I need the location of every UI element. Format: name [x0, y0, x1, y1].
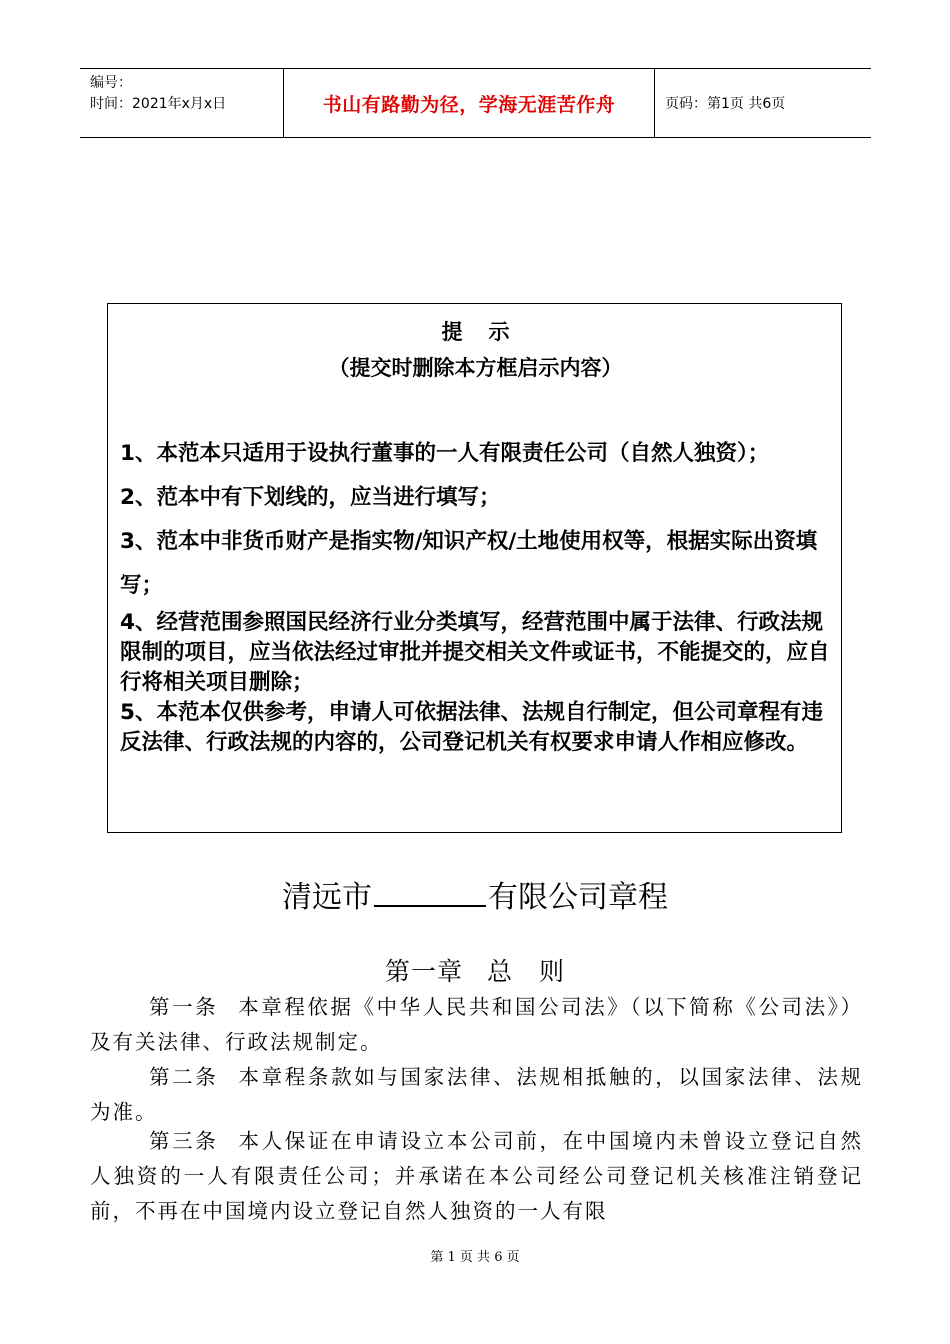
notice-list	[120, 432, 831, 758]
notice-title: 提示	[441, 320, 536, 344]
chapter-number: 第一章	[384, 957, 463, 986]
article-1	[90, 990, 863, 1060]
notice-item: 2、范本中有下划线的，应当进行填写；	[120, 485, 501, 510]
article-text: 本章程条款如与国家法律、法规相抵触的，以国家法律、法规为准。	[90, 1065, 864, 1124]
article-text: 本人保证在申请设立本公司前，在中国境内未曾设立登记自然人独资的一人有限责任公司；并承诺在本公司经公司登记机关核准注销登记前，不再在中国境内设立登记自然人独资的一人有限	[90, 1129, 864, 1223]
article-label: 第一条	[149, 995, 219, 1019]
article-label: 第二条	[149, 1065, 219, 1089]
chapter-name: 总 则	[487, 957, 566, 986]
notice-item: 3、范本中非货币财产是指实物/知识产权/土地使用权等，根据实际出资填写；	[120, 529, 818, 598]
page-footer: 第 1 页 共 6 页	[430, 1250, 520, 1265]
article-text: 本章程依据《中华人民共和国公司法》（以下简称《公司法》）及有关法律、行政法规制定。	[90, 995, 864, 1054]
chapter-title	[0, 952, 950, 992]
notice-item: 4、经营范围参照国民经济行业分类填写，经营范围中属于法律、行政法规限制的项目，应当依法经过审批并提交相关文件或证书，不能提交的，应自行将相关项目删除；	[120, 610, 830, 695]
header-motto: 书山有路勤为径，学海无涯苦作舟	[283, 69, 655, 137]
date-label: 时间：2021年x月x日	[90, 96, 227, 112]
notice-item: 5、本范本仅供参考，申请人可依据法律、法规自行制定，但公司章程有违反法律、行政法规的内容的，公司登记机关有权要求申请人作相应修改。	[120, 700, 823, 755]
header-table	[80, 68, 871, 138]
notice-subtitle: （提交时删除本方框启示内容）	[328, 356, 623, 380]
article-label: 第三条	[149, 1129, 219, 1153]
header-page-info: 页码：第1页 共6页	[665, 96, 786, 112]
header-meta	[80, 69, 283, 137]
document-title	[0, 878, 950, 918]
title-suffix: 有限公司章程	[488, 880, 668, 915]
company-name-blank[interactable]	[374, 879, 486, 907]
article-2	[90, 1060, 863, 1130]
notice-item: 1、本范本只适用于设执行董事的一人有限责任公司（自然人独资）；	[120, 441, 770, 466]
article-3	[90, 1124, 863, 1229]
number-label: 编号：	[90, 75, 132, 91]
notice-box	[107, 303, 842, 833]
title-prefix: 清远市	[282, 880, 372, 915]
